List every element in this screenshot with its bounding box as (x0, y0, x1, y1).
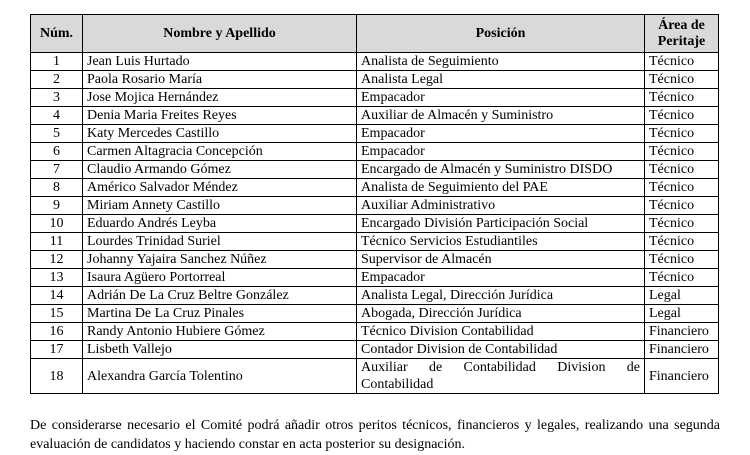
table-row (31, 233, 719, 251)
cell-position: Empacador (357, 89, 645, 107)
cell-position: Encargado División Participación Social (357, 215, 645, 233)
cell-name: Lourdes Trinidad Suriel (83, 233, 357, 251)
cell-area: Técnico (645, 107, 719, 125)
cell-area: Financiero (645, 359, 719, 394)
cell-position: Abogada, Dirección Jurídica (357, 305, 645, 323)
cell-area: Legal (645, 287, 719, 305)
cell-num: 18 (31, 359, 83, 394)
cell-area: Técnico (645, 233, 719, 251)
table-row (31, 197, 719, 215)
cell-num: 13 (31, 269, 83, 287)
cell-name: Randy Antonio Hubiere Gómez (83, 323, 357, 341)
cell-num: 8 (31, 179, 83, 197)
cell-name: Isaura Agüero Portorreal (83, 269, 357, 287)
cell-num: 10 (31, 215, 83, 233)
cell-position: Empacador (357, 269, 645, 287)
cell-name: Martina De La Cruz Pinales (83, 305, 357, 323)
table-row (31, 251, 719, 269)
cell-position: Auxiliar de Almacén y Suministro (357, 107, 645, 125)
cell-position: Encargado de Almacén y Suministro DISDO (357, 161, 645, 179)
cell-num: 5 (31, 125, 83, 143)
cell-position: Empacador (357, 143, 645, 161)
cell-position: Analista de Seguimiento del PAE (357, 179, 645, 197)
cell-num: 16 (31, 323, 83, 341)
cell-area: Técnico (645, 71, 719, 89)
cell-num: 9 (31, 197, 83, 215)
table-row (31, 323, 719, 341)
cell-name: Denia Maria Freites Reyes (83, 107, 357, 125)
table-row (31, 89, 719, 107)
cell-name: Eduardo Andrés Leyba (83, 215, 357, 233)
cell-name: Johanny Yajaira Sanchez Núñez (83, 251, 357, 269)
table-row (31, 71, 719, 89)
cell-num: 17 (31, 341, 83, 359)
cell-name: Carmen Altagracia Concepción (83, 143, 357, 161)
cell-area: Legal (645, 305, 719, 323)
cell-position: Auxiliar de Contabilidad Division de Contabilidad (357, 359, 645, 394)
cell-num: 2 (31, 71, 83, 89)
cell-name: Jean Luis Hurtado (83, 53, 357, 71)
cell-area: Técnico (645, 143, 719, 161)
cell-area: Técnico (645, 269, 719, 287)
cell-area: Financiero (645, 323, 719, 341)
cell-num: 14 (31, 287, 83, 305)
cell-position: Contador Division de Contabilidad (357, 341, 645, 359)
table-row (31, 107, 719, 125)
table-row (31, 179, 719, 197)
cell-name: Lisbeth Vallejo (83, 341, 357, 359)
cell-num: 3 (31, 89, 83, 107)
table-row (31, 341, 719, 359)
table-row (31, 287, 719, 305)
experts-table (30, 14, 719, 394)
cell-area: Técnico (645, 179, 719, 197)
header-position: Posición (357, 15, 645, 53)
table-row (31, 161, 719, 179)
cell-position: Analista de Seguimiento (357, 53, 645, 71)
cell-position: Empacador (357, 125, 645, 143)
table-row (31, 215, 719, 233)
table-row (31, 359, 719, 394)
cell-area: Técnico (645, 161, 719, 179)
cell-area: Técnico (645, 125, 719, 143)
cell-position: Supervisor de Almacén (357, 251, 645, 269)
cell-name: Katy Mercedes Castillo (83, 125, 357, 143)
table-header-row (31, 15, 719, 53)
table-row (31, 125, 719, 143)
cell-name: Paola Rosario María (83, 71, 357, 89)
cell-position: Técnico Servicios Estudiantiles (357, 233, 645, 251)
cell-area: Técnico (645, 53, 719, 71)
table-row (31, 143, 719, 161)
cell-name: Adrián De La Cruz Beltre González (83, 287, 357, 305)
table-row (31, 305, 719, 323)
cell-position: Auxiliar Administrativo (357, 197, 645, 215)
cell-num: 15 (31, 305, 83, 323)
cell-name: Jose Mojica Hernández (83, 89, 357, 107)
header-area: Área de Peritaje (645, 15, 719, 53)
cell-position: Analista Legal (357, 71, 645, 89)
cell-position: Analista Legal, Dirección Jurídica (357, 287, 645, 305)
cell-num: 11 (31, 233, 83, 251)
cell-name: Miriam Annety Castillo (83, 197, 357, 215)
cell-area: Financiero (645, 341, 719, 359)
table-row (31, 53, 719, 71)
cell-area: Técnico (645, 215, 719, 233)
cell-name: Alexandra García Tolentino (83, 359, 357, 394)
cell-area: Técnico (645, 197, 719, 215)
cell-num: 7 (31, 161, 83, 179)
cell-area: Técnico (645, 251, 719, 269)
cell-num: 1 (31, 53, 83, 71)
header-num: Núm. (31, 15, 83, 53)
cell-area: Técnico (645, 89, 719, 107)
header-name: Nombre y Apellido (83, 15, 357, 53)
table-row (31, 269, 719, 287)
cell-position: Técnico Division Contabilidad (357, 323, 645, 341)
cell-name: Claudio Armando Gómez (83, 161, 357, 179)
footnote-paragraph: De considerarse necesario el Comité podrá añadir otros peritos técnicos, financieros y legales, realizando una segunda evaluación de candidatos y haciendo constar en acta posterior su designación. (30, 418, 720, 452)
cell-num: 6 (31, 143, 83, 161)
cell-num: 12 (31, 251, 83, 269)
table-body (31, 53, 719, 394)
cell-name: Américo Salvador Méndez (83, 179, 357, 197)
cell-num: 4 (31, 107, 83, 125)
